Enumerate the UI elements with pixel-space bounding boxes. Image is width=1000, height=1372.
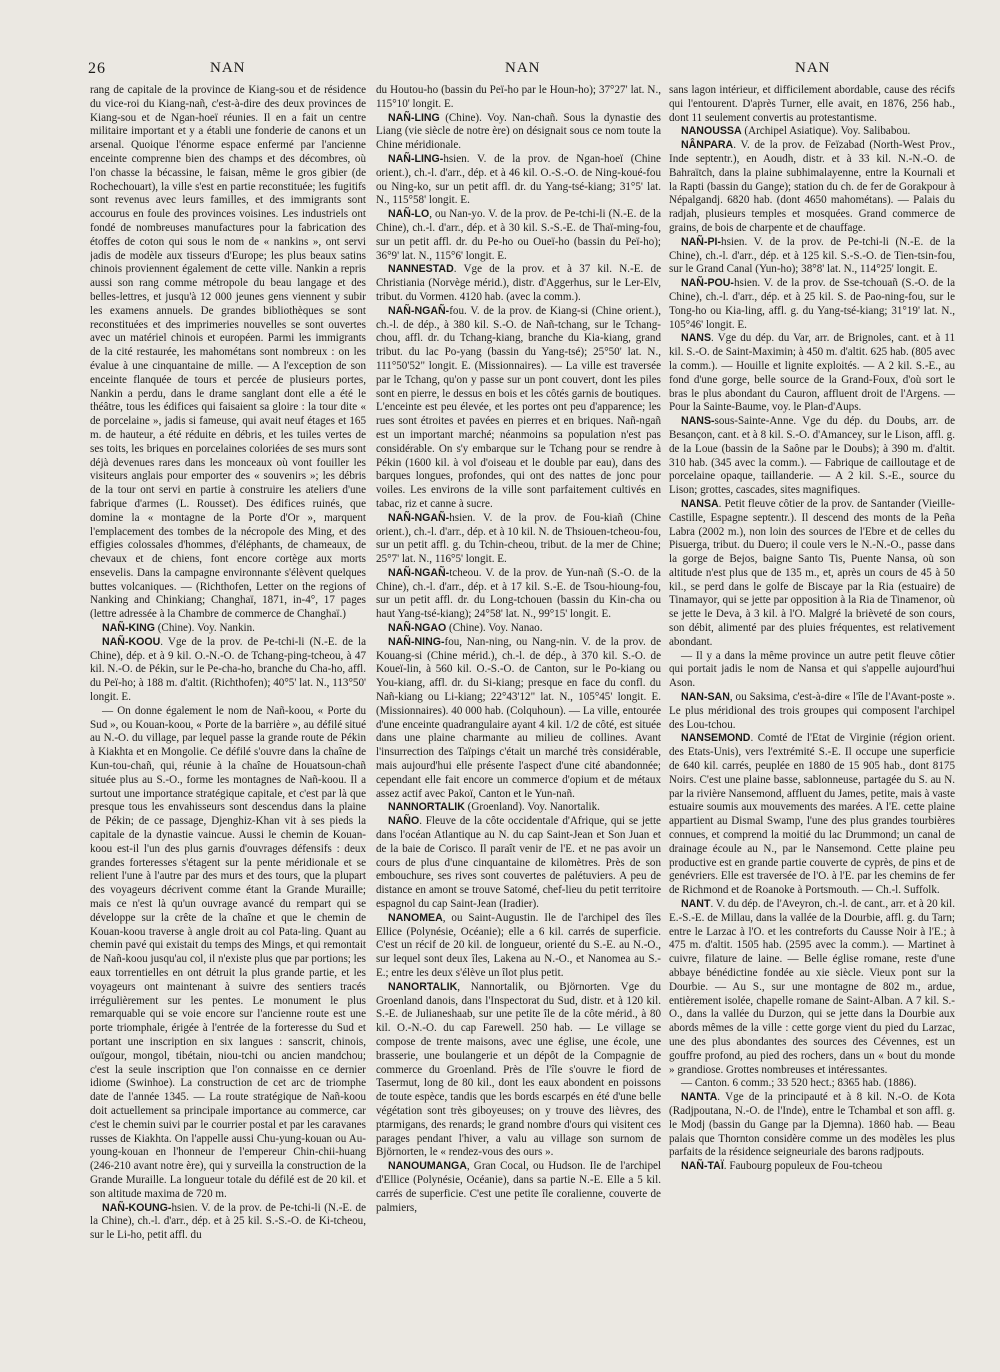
entry-headword: NANOMEA <box>388 911 443 924</box>
entry-headword: NANT <box>681 898 711 911</box>
dictionary-entry: NANSA. Petit fleuve côtier de la prov. de Santander (Vieille-Castille, Espagne septentr.). Il descend des monts de la Peña Labra (2002 m.), non loin des sources de l'Ebre et de celles du Pisuerga, tribut. du Duero; il coule vers le N.-N.-O., passe dans la gorge de Bejos, baigne Santo Tis, Puente Nansa, où son altitude n'est plus que de 135 m., et, après un cours de 45 à 50 kil., se perd dans le golfe de Biscaye par la Ria (estuaire) de Tinamayor, qui se jette par opposition à la Ria de Tinamenor, où se jette le Deva, à 3 kil. à l'O. Malgré la brièveté de son cours, son débit, alimenté par des pluies fréquentes, est relativement abondant. <box>669 497 955 648</box>
entry-headword: NAÑ-KOOU <box>102 635 161 648</box>
running-head-right: NAN <box>795 60 831 76</box>
dictionary-entry: NANOUMANGA, Gran Cocal, ou Hudson. Ile de l'archipel d'Ellice (Polynésie, Océanie), dans sa partie N.-E. Elle a 5 kil. carrés de superficie. C'est une petite île coralienne, couverte de palmiers, <box>376 1160 661 1214</box>
dictionary-entry: — Canton. 6 comm.; 33 520 hect.; 8365 hab. (1886). <box>681 1077 917 1090</box>
dictionary-entry: NANNORTALIK (Groenland). Voy. Nanortalik. <box>388 801 600 814</box>
dictionary-entry: NAÑ-LO, ou Nan-yo. V. de la prov. de Pe-tchi-li (N.-E. de la Chine), ch.-l. d'arr., dép. et à 30 kil. S.-S.-E. de Thaï-ming-fou, sur un petit affl. dr. du Pe-ho ou Oueï-ho (bassin du Peï-ho); 36°9' lat. N., 115°6' longit. E. <box>376 208 661 262</box>
dictionary-entry: NANNESTAD. Vge de la prov. et à 37 kil. N.-E. de Christiania (Norvège mérid.), distr. d'Aggerhus, sur le Ler-Elv, tribut. du Vormen. 4120 hab. (avec la comm.). <box>376 263 661 303</box>
dictionary-entry: du Houtou-ho (bassin du Peï-ho par le Houn-ho); 37°27' lat. N., 115°10' longit. E. <box>376 84 661 110</box>
entry-headword: NANS- <box>681 415 715 428</box>
dictionary-entry: NANT. V. du dép. de l'Aveyron, ch.-l. de cant., arr. et à 20 kil. E.-S.-E. de Millau, dans la vallée de la Dourbie, affl. g. du Tarn; entre le Larzac à l'O. et les contreforts du Causse Noir à l'E.; à 475 m. d'altit. 1505 hab. (2595 avec la comm.). — Martinet à cuivre, filature de laine. — Belle église romane, reste d'une abbaye bénédictine fondée au xie siècle. Vieux pont sur la Dourbie. — Au S., sur une montagne de 802 m., ardue, entièrement isolée, chapelle romane de Saint-Alban. A 7 kil. S.-O., dans la vallée du Durzon, qui se jette dans la Dourbie aux abords mêmes de la ville : cette gorge vient du pied du Larzac, une des plus abondantes des sources des Cévennes, est un gouffre profond, au pied des rochers, dans un « bout du monde » grandiose. Grottes nombreuses et intéressantes. <box>669 898 955 1076</box>
dictionary-entry: NAÑ-PI-hsien. V. de la prov. de Pe-tchi-li (N.-E. de la Chine), ch.-l. d'arr., dép. et à 125 kil. S.-S.-O. de Tien-tsin-fou, sur le Grand Canal (Yun-ho); 38°8' lat. N., 114°25' longit. E. <box>669 235 955 276</box>
dictionary-entry: NAÑO. Fleuve de la côte occidentale d'Afrique, qui se jette dans l'océan Atlantique au N. du cap Saint-Jean et Son Juan et de la baie de Corisco. Il paraît venir de l'E. et ne pas avoir un cours de plus d'une cinquantaine de kilomètres. Près de son embouchure, ses rives sont couvertes de palétuviers. A peu de distance en amont se trouve Satomé, chef-lieu du petit territoire espagnol du cap Saint-Jean (Iradier). <box>376 815 661 911</box>
dictionary-entry: NANOUSSA (Archipel Asiatique). Voy. Salibabou. <box>681 125 911 138</box>
entry-headword: NANNESTAD <box>388 263 454 276</box>
entry-headword: NANSA <box>681 497 719 510</box>
text-column-middle <box>376 84 661 1366</box>
dictionary-entry: NAÑ-KOUNG-hsien. V. de la prov. de Pe-tchi-li (N.-E. de la Chine), ch.-l. d'arr., dép. et à 25 kil. S.-S.-O. de Ki-tcheou, sur le Li-ho, petit affl. du <box>90 1201 366 1242</box>
entry-headword: NAN-SAN <box>681 691 730 704</box>
dictionary-entry: NAÑ-NGAÑ-tcheou. V. de la prov. de Yun-nañ (S.-O. de la Chine), ch.-l. d'arr., dép. et à 17 kil. S.-E. de Tsou-hioung-fou, sur un petit affl. dr. du Long-tchouen (bassin du Kin-cha ou haut Yang-tsé-kiang); 24°58' lat. N., 99°15' longit. E. <box>376 566 661 621</box>
dictionary-entry: — Il y a dans la même province un autre petit fleuve côtier qui portait jadis le nom de Nansa et qui s'appelle aujourd'hui Ason. <box>669 649 955 690</box>
entry-headword: NANTA <box>681 1091 718 1104</box>
entry-headword: NAÑ-NGAÑ- <box>388 304 450 317</box>
entry-headword: NANOUSSA <box>681 125 742 138</box>
entry-headword: NAÑ-POU- <box>681 277 734 290</box>
entry-headword: NANORTALIK <box>388 980 458 993</box>
entry-headword: NAÑ-KING <box>102 622 155 635</box>
entry-headword: NANS <box>681 332 712 345</box>
entry-headword: NAÑ-TAÏ <box>681 1160 724 1173</box>
entry-headword: NAÑ-LING <box>388 111 440 124</box>
dictionary-entry: NANS. Vge du dép. du Var, arr. de Brignoles, cant. et à 11 kil. S.-O. de Saint-Maximin; à 450 m. d'altit. 625 hab. (805 avec la comm.). — Houille et lignite exploités. — A 2 kil. S.-E., au fond d'une gorge, belle source de la Grand-Foux, d'où sort le bras le plus abondant du Cauron, affluent droit de l'Argens. — Pour la Sainte-Baume, voy. le Plan-d'Aups. <box>669 332 955 414</box>
dictionary-entry: NANS-sous-Sainte-Anne. Vge du dép. du Doubs, arr. de Besançon, cant. et à 8 kil. S.-O. d'Amancey, sur le Lison, affl. g. de la Loue (bassin de la Saône par le Doubs); à 390 m. d'altit. 310 hab. (345 avec la comm.). — Fabrique de cailloutage et de porcelaine opaque, taillanderie. — A 2 kil. S.-E., source du Lison; grottes, cascades, sites magnifiques. <box>669 415 955 497</box>
entry-headword: NAÑ-NING- <box>388 635 445 648</box>
dictionary-entry: NANTA. Vge de la principauté et à 8 kil. N.-O. de Kota (Radjpoutana, N.-O. de l'Inde), entre le Tchambal et son affl. g. le Modj (bassin du Gange par la Djemna). 1860 hab. — Beau palais que Thornton considère comme un des modèles les plus parfaits de la résidence seigneuriale des barons radjpouts. <box>669 1091 955 1159</box>
page-number: 26 <box>88 60 106 77</box>
entry-headword: NÂNPARA <box>681 139 734 152</box>
entry-headword: NAÑ-NGAÑ- <box>388 566 450 579</box>
dictionary-entry: NAÑ-NGAÑ-fou. V. de la prov. de Kiang-si (Chine orient.), ch.-l. de dép., à 380 kil. S.-O. de Nañ-tchang, sur le Tchang-chou, affl. dr. du Tchang-kiang, branche du Kia-kiang, grand tribut. du lac Po-yang (bassin du Yang-tsé); 25°50' lat. N., 111°50'52" longit. E. (Missionnaires). — La ville est traversée par le Tchang, qu'on y passe sur un pont couvert, dont les piles sont en pierre, le dessus en bois et les côtés garnis de boutiques. L'enceinte est peu élevée, et les portes ont peu d'apparence; les rues sont étroites et pavées en pierres et en briques. Nañ-ngañ est un important marché; néanmoins sa population n'est pas considérable. On s'y embarque sur le Tchang pour se rendre à Pékin (1600 kil. à vol d'oiseau et le double par eau), dans des barques longues, profondes, qui ont des nattes de jonc pour voiles. Les environs de la ville sont parfaitement cultivés en tabac, riz et canne à sucre. <box>376 304 661 510</box>
entry-headword: NAÑ-PI- <box>681 235 722 248</box>
entry-headword: NAÑ-NGAO <box>388 622 447 635</box>
entry-headword: NANSEMOND <box>681 732 751 745</box>
entry-headword: NAÑ-LING- <box>388 152 444 165</box>
running-head-left: NAN <box>210 60 246 76</box>
entry-headword: NAÑ-KOUNG- <box>102 1201 172 1214</box>
entry-headword: NAÑO <box>388 815 420 828</box>
dictionary-entry: NAÑ-KING (Chine). Voy. Nankin. <box>102 622 255 635</box>
dictionary-entry: rang de capitale de la province de Kiang-sou et de résidence du vice-roi du Kiang-nañ, c'est-à-dire des deux provinces de Kiang-sou et de Ngan-hoeï réunies. Il en a fait un centre militaire important et y a établi une fonderie de canons et un arsenal. Quoique l'énorme espace enfermé par l'ancienne enceinte comprenne bien des champs et des décombres, où l'on chasse la bécassine, le faisan, même le gros gibier (de Rochechouart), la ville s'est en partie reconstituée; les fugitifs sont revenus avec leurs familles, et des immigrants sont accourus en foule des provinces voisines. Les industriels ont fondé de nombreuses manufactures pour la fabrication des étoffes de coton qui sous le nom de « nankins », ont servi jadis de modèle aux tisseurs d'Europe; les plus beaux satins chinois proviennent également de cette ville. Nankin a repris aussi son rang comme métropole du beau langage et des belles-lettres, et jusqu'à 12 000 jeunes gens viennent y subir les examens annuels. De grandes bibliothèques se sont reconstituées et des imprimeries nouvelles se sont ouvertes avec un matériel chinois et européen. Parmi les immigrants de la cité restaurée, les mahométans sont nombreux : on les évalue à une cinquantaine de mille. — A l'exception de son enceinte flanquée de tours et percée de plusieurs portes, Nankin a perdu, dans le drame sanglant dont elle a été le théâtre, tous les édifices qui faisaient sa gloire : la tour dite « de porcelaine », jadis si fameuse, qui avait neuf étages et 165 m. de hauteur, a été réduite en débris, et les tuiles vertes de ses toits, les briques en porcelaines coloriées de ses murs sont déjà devenues rares dans les monceaux où vont fouiller les visiteurs anglais pour emporter des « souvenirs »; les débris de la tour ont servi en partie à construire les ateliers d'une fabrique d'armes (L. Rousset). Des édifices ruinés, que domine la « montagne de la Porte d'Or », marquent l'emplacement des tombes de la nécropole des Ming, et des effigies colossales d'hommes, d'éléphants, de chameaux, de chevaux et de chiens, font encore cortège aux morts ensevelis. Dans la campagne environnante s'élèvent quelques buttes volcaniques. — (Richthofen, Letter on the regions of Nanking and Chinkiang; Changhaï, 1871, in-4°, 17 pages (lettre adressée à la Chambre de commerce de Changhaï.) <box>90 84 366 621</box>
dictionary-entry: NAÑ-NGAO (Chine). Voy. Nanao. <box>388 622 543 635</box>
dictionary-entry: NAÑ-LING-hsien. V. de la prov. de Ngan-hoeï (Chine orient.), ch.-l. d'arr., dép. et à 46 kil. O.-S.-O. de Ning-koué-fou ou Ning-ko, sur un petit affl. dr. du Yang-tsé-kiang; 31°5' lat. N., 115°58' longit. E. <box>376 152 661 207</box>
dictionary-entry: NÂNPARA. V. de la prov. de Feïzabad (North-West Prov., Inde septentr.), en Aoudh, distr. et à 33 kil. N.-N.-O. de Bahraïtch, dans la plaine subhimalayenne, entre la Kournali et la Rapti (bassin du Gange); station du ch. de fer de Gorakpour à Népalgandj. 6820 hab. (dont 4650 mahométans). — Palais du radjah, plusieurs temples et mosquées. Grand commerce de grains, de bois de charpente et de chauffage. <box>669 139 955 234</box>
text-column-right <box>669 84 955 1366</box>
running-head-center: NAN <box>505 60 541 76</box>
entry-headword: NANNORTALIK <box>388 801 465 814</box>
dictionary-entry: NAÑ-TAÏ. Faubourg populeux de Fou-tcheou <box>681 1160 883 1173</box>
dictionary-entry: NAÑ-NGAÑ-hsien. V. de la prov. de Fou-kiañ (Chine orient.), ch.-l. d'arr., dép. et à 10 kil. N. de Thsiouen-tcheou-fou, sur un petit affl. g. du Tchin-cheou, tribut. de la mer de Chine; 25°7' lat. N., 116°5' longit. E. <box>376 511 661 566</box>
entry-headword: NAÑ-NGAÑ- <box>388 511 450 524</box>
dictionary-entry: NAN-SAN, ou Saksima, c'est-à-dire « l'île de l'Avant-poste ». Le plus méridional des trois groupes qui composent l'archipel des Lou-tchou. <box>669 691 955 731</box>
dictionary-entry: — On donne également le nom de Nañ-koou, « Porte du Sud », ou Kouan-koou, « Porte de la barrière », au défilé situé au N.-O. du village, par lequel passe la grande route de Pékin à Kiakhta et en Mongolie. Ce défilé s'ouvre dans la chaîne de Kun-tou-chañ, qui, réunie à la chaîne de Houatsoun-chañ située plus au S.-O., forme les montagnes de Nañ-koou. Il a surtout une importance stratégique capitale, et c'est par là que presque tous les envahisseurs sont descendus dans la plaine de Pékin; de ce passage, Djenghiz-Khan vit à ses pieds la capitale de la dynastie vaincue. Aussi le chemin de Kouan-koou est-il l'un des plus garnis d'ouvrages défensifs : deux grandes forteresses s'étagent sur la pente méridionale et se relient l'une à l'autre par des murs et des tours, que la plupart des voyageurs décrivent comme étant la Grande Muraille; mais ce n'est là qu'un ouvrage avancé du rempart qui se développe sur la crête de la chaîne et que le chemin de Kouan-koou traverse à angle droit au col Pata-ling. Quant au chemin pavé qui existait du temps des Mings, et qui remontait de Nañ-koou jusqu'au col, il n'existe plus que par portions; les eaux torrentielles en ont détruit la plus grande partie, et les voyageurs ont maintenant à suivre des sentiers tracés irrégulièrement sur les pentes. Le monument le plus remarquable qui se voie encore sur l'ancienne route est une porte triomphale, érigée à l'entrée de la forteresse du Sud et portant une inscription en six langues : sanscrit, chinois, ouïgour, mongol, tibétain, niou-tchi ou ancien mandchou; c'est la seule inscription que l'on connaisse en ce dernier idiome (Swinhoe). La construction de cet arc de triomphe date de l'année 1345. — La route stratégique de Nañ-koou doit actuellement sa principale importance au commerce, car c'est le chemin suivi par le courrier postal et par les caravanes russes de Kiakhta. On l'appelle aussi Chu-yung-kouan ou Au-young-kouan en l'honneur de l'empereur Chin-chii-huang (246-210 avant notre ère), qui y surveilla la construction de la Grande Muraille. La longueur totale du défilé est de 20 kil. et son altitude maxima de 720 m. <box>90 704 366 1200</box>
entry-headword: NANOUMANGA <box>388 1160 467 1173</box>
dictionary-entry: NANOMEA, ou Saint-Augustin. Ile de l'archipel des îles Ellice (Polynésie, Océanie); elle a 6 kil. carrés de superficie. C'est un récif de 20 kil. de longueur, orienté du S.-E. au N.-O., sur lequel sont deux îles, Lakena au N.-O., et Nanomea au S.-E.; entre les deux s'élève un îlot plus petit. <box>376 911 661 979</box>
text-column-left <box>90 84 366 1366</box>
dictionary-entry: NAÑ-LING (Chine). Voy. Nan-chañ. Sous la dynastie des Liang (vie siècle de notre ère) on désignait sous ce nom toute la Chine méridionale. <box>376 111 661 152</box>
dictionary-entry: NAÑ-KOOU. Vge de la prov. de Pe-tchi-li (N.-E. de la Chine), dép. et à 9 kil. O.-N.-O. de Tchang-ping-tcheou, à 47 kil. N.-O. de Pékin, sur le Pe-cha-ho, branche du Cha-ho, affl. du Peï-ho; à 188 m. d'altit. (Richthofen); 40°5' lat. N., 113°50' longit. E. <box>90 635 366 704</box>
dictionary-entry: NAÑ-POU-hsien. V. de la prov. de Sse-tchouañ (S.-O. de la Chine), ch.-l. d'arr., dép. et à 25 kil. S. de Pao-ning-fou, sur le Tong-ho ou Kia-ling, affl. g. du Yang-tsé-kiang; 31°19' lat. N., 105°46' longit. E. <box>669 277 955 331</box>
entry-headword: NAÑ-LO <box>388 208 430 221</box>
dictionary-entry: NANSEMOND. Comté de l'Etat de Virginie (région orient. des Etats-Unis), vers l'extrémité S.-E. Il occupe une superficie de 640 kil. carrés, peuplée en 1880 de 15 905 hab., dont 8175 Noirs. C'est une plaine basse, sablonneuse, partagée du S. au N. par la rivière Nansemond, affluent du James, petite, mais à vaste estuaire soumis aux mouvements des marées. A l'E. cette plaine appartient au Dismal Swamp, l'une des plus grandes tourbières connues, et comprend la moitié du lac Drummond; un canal de drainage écoule au N., par le Nansemond. Cette plaine peu productive est en grande partie couverte de cyprès, de pins et de genévriers. Elle est traversée de l'O. à l'E. par les chemins de fer de Richmond et de Roanoke à Portsmouth. — Ch.-l. Suffolk. <box>669 732 955 897</box>
dictionary-entry: NANORTALIK, Nannortalik, ou Björnorten. Vge du Groenland danois, dans l'Inspectorat du Sud, distr. et à 120 kil. S.-E. de Julianeshaab, sur une petite île de la côte mérid., à 80 kil. O.-N.-O. du cap Farewell. 250 hab. — Le village se compose de trente maisons, avec une église, une école, une brasserie, une boulangerie et un dépôt de la Compagnie de commerce du Groenland. Près de l'île s'ouvre le fiord de Tasermut, long de 80 kil., dont les eaux abondent en poissons de toute espèce, tandis que les bords escarpés en été d'une belle végétation sont très giboyeuses; on y trouve des lièvres, des ptarmigans, des renards; le grand nombre d'ours qui visitent ces parages pendant l'hiver, a valu au village son surnom de Björnorten, le « rendez-vous des ours ». <box>376 980 661 1159</box>
dictionary-entry: NAÑ-NING-fou, Nan-ning, ou Nang-nin. V. de la prov. de Kouang-si (Chine mérid.), ch.-l. de dép., à 370 kil. S.-O. de Koueï-lin, à 560 kil. O.-S.-O. de Canton, sur le Po-kiang ou You-kiang, affl. dr. du Si-kiang; presque en face du confl. du Nañ-kiang ou Li-kiang; 22°43'12" lat. N., 105°45' longit. E. (Missionnaires). 40 000 hab. (Colquhoun). — La ville, entourée d'une enceinte quadrangulaire ayant 4 kil. 1/2 de côté, est située dans une plaine charmante au milieu de collines. Avant l'insurrection des Taïpings c'était un marché très considérable, mais aujourd'hui elle présente l'aspect d'une cité abandonnée; cependant elle fait encore un commerce d'opium et de métaux assez actif avec Pakoï, Canton et le Yun-nañ. <box>376 635 661 800</box>
dictionary-entry: sans lagon intérieur, et difficilement abordable, cause des récifs qui l'entourent. D'après Turner, elle avait, en 1876, 256 hab., dont 11 seulement convertis au protestantisme. <box>669 84 955 124</box>
